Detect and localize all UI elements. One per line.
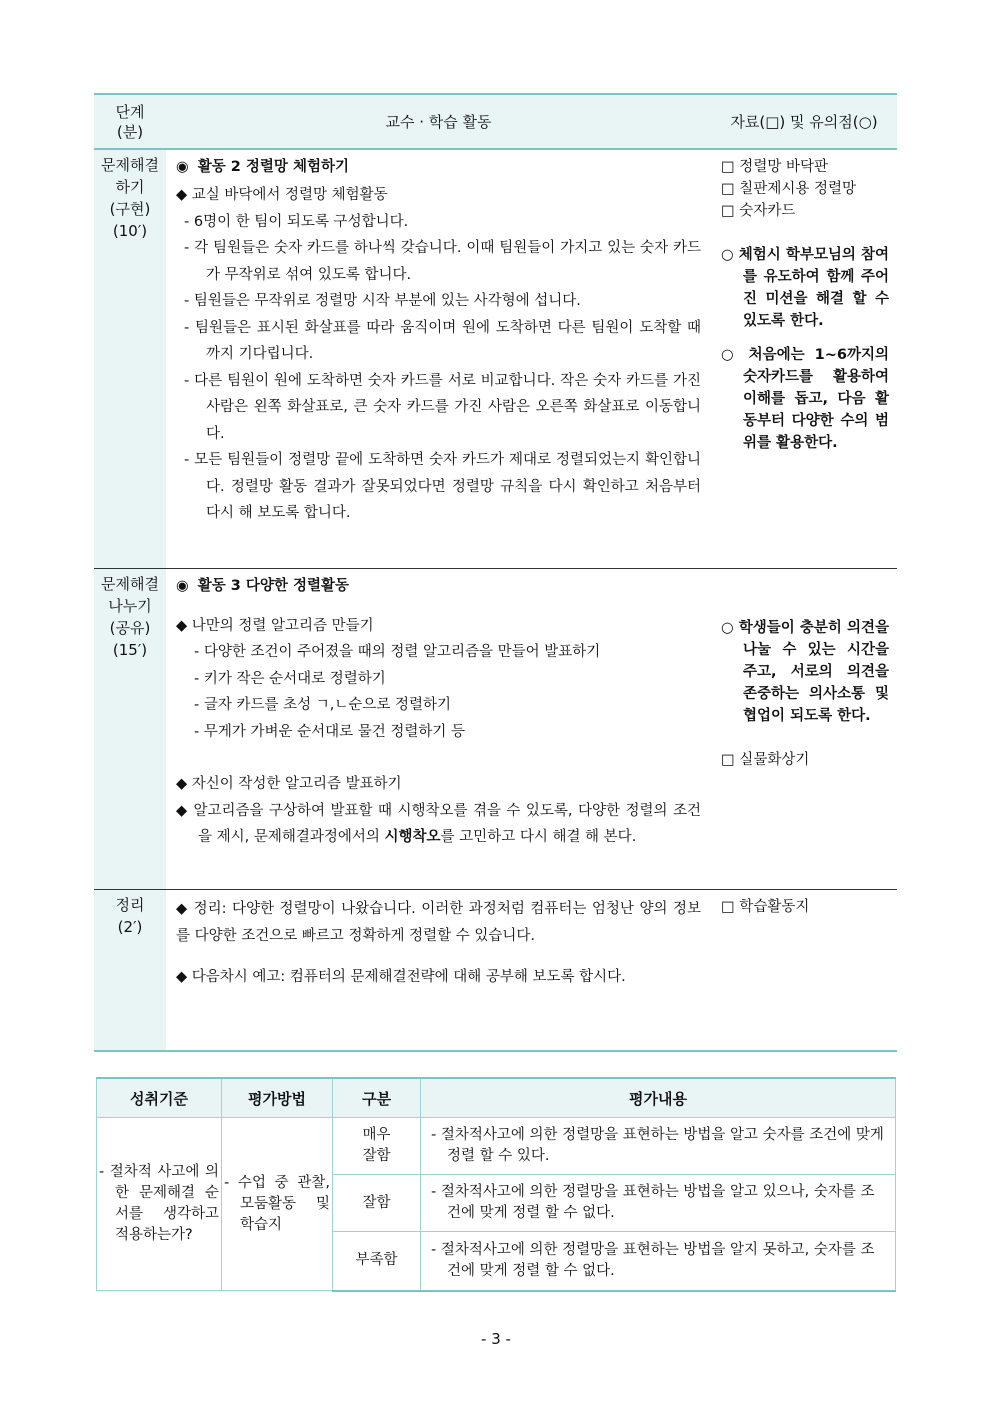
content-cell (421, 1232, 896, 1291)
activity-title-text: 활동 3 다양한 정렬활동 (197, 577, 350, 594)
lesson-row-activity3 (94, 568, 897, 889)
eval-header: 성취기준 (97, 1078, 222, 1118)
material-item: □ 실물화상기 (721, 751, 810, 768)
level-cell: 부족함 (333, 1232, 421, 1291)
activity-cell (166, 149, 711, 568)
stage-label: 문제해결 (101, 156, 159, 174)
achievement-standard (97, 1118, 222, 1291)
content-cell (421, 1175, 896, 1232)
list-item: - 다른 팀원이 원에 도착하면 숫자 카드를 서로 비교합니다. 작은 숫자 카드를 가진 사람은 왼쪽 화살표로, 큰 숫자 카드를 가진 사람은 오른쪽 화살표로 이동합니다. (184, 372, 701, 442)
achievement-standard-text: - 절차적 사고에 의한 문제해결 순서를 생각하고 적용하는가? (99, 1164, 219, 1243)
eval-header: 평가내용 (421, 1078, 896, 1118)
stage-cell (94, 889, 166, 1051)
bullet-item: ◆ 자신이 작성한 알고리즘 발표하기 (176, 776, 402, 792)
evaluation-table (96, 1077, 896, 1292)
header-activity: 교수 · 학습 활동 (166, 94, 711, 149)
list-item: - 글자 카드를 초성 ㄱ,ㄴ순으로 정렬하기 (194, 697, 451, 713)
list-item: - 무게가 가벼운 순서대로 물건 정렬하기 등 (194, 723, 466, 740)
list-item: - 팀원들은 무작위로 정렬망 시작 부분에 있는 사각형에 섭니다. (184, 293, 581, 309)
summary-paragraph: ◆ 정리: 다양한 정렬망이 나왔습니다. 이러한 과정처럼 컴퓨터는 엄청난 양의 정보를 다양한 조건으로 빠르고 정확하게 정렬할 수 있습니다. (176, 900, 701, 944)
bullet-emphasis: 시행착오 (384, 829, 441, 845)
activity-title-text: 활동 2 정렬망 체험하기 (197, 159, 350, 175)
stage-label: 나누기 (108, 596, 152, 615)
level-cell: 잘함 (333, 1175, 421, 1232)
note-item: ○ 체험시 학부모님의 참여를 유도하여 함께 주어진 미션을 해결 할 수 있도록 한다. (721, 247, 889, 329)
note-item: ○ 처음에는 1~6까지의 숫자카드를 활용하여 이해를 돕고, 다음 활동부터 다양한 수의 범위를 활용한다. (721, 347, 889, 451)
activity-title (176, 156, 701, 178)
lesson-row-activity2 (94, 149, 897, 568)
material-item: □ 칠판제시용 정렬망 (721, 181, 856, 197)
stage-time: (2′) (117, 917, 143, 936)
bullet-item: ◆ 교실 바닥에서 정렬망 체험활동 (176, 187, 388, 203)
bullet-item (176, 798, 701, 851)
content-text: - 절차적사고에 의한 정렬망을 표현하는 방법을 알지 못하고, 숫자를 조건에 맞게 정렬 할 수 없다. (431, 1241, 875, 1279)
material-item: □ 정렬망 바닥판 (721, 159, 828, 175)
bullet-text: 를 고민하고 다시 해결 해 본다. (440, 829, 637, 845)
stage-label: (구현) (109, 200, 151, 218)
content-text: - 절차적사고에 의한 정렬망을 표현하는 방법을 알고 숫자를 조건에 맞게 정렬 할 수 있다. (431, 1127, 884, 1164)
activity-cell (166, 889, 711, 1051)
bullet-item: ◆ 나만의 정렬 알고리즘 만들기 (176, 617, 374, 634)
stage-time: (10′) (112, 222, 148, 240)
stage-label: (공유) (109, 618, 151, 637)
activity-cell (166, 568, 711, 889)
content-cell (421, 1118, 896, 1175)
header-stage: 단계 (분) (94, 94, 166, 149)
note-item: ○ 학생들이 충분히 의견을 나눌 수 있는 시간을 주고, 서로의 의견을 존중하는 의사소통 및 협업이 되도록 한다. (721, 619, 889, 724)
stage-cell (94, 568, 166, 889)
list-item: - 키가 작은 순서대로 정렬하기 (194, 670, 386, 687)
bullet-text: ◆ 알고리즘을 구상하여 발표할 때 시행착오를 겪을 수 있도록, 다양한 정렬의 조건을 제시, 문제해결과정에서의 (176, 802, 701, 845)
eval-header: 구분 (333, 1078, 421, 1118)
material-item: □ 숫자카드 (721, 203, 796, 219)
list-item: - 다양한 조건이 주어졌을 때의 정렬 알고리즘을 만들어 발표하기 (194, 644, 601, 660)
lesson-plan-table (94, 93, 897, 1052)
page-number: - 3 - (481, 1330, 511, 1348)
next-lesson-paragraph: ◆ 다음차시 예고: 컴퓨터의 문제해결전략에 대해 공부해 보도록 합시다. (176, 968, 626, 985)
stage-cell (94, 149, 166, 568)
evaluation-method-text: - 수업 중 관찰, 모둠활동 및 학습지 (224, 1174, 330, 1233)
eval-row (97, 1118, 896, 1175)
stage-time: (15′) (112, 640, 148, 659)
materials-cell (711, 889, 897, 1051)
lesson-header-row (94, 94, 897, 149)
list-item: - 6명이 한 팀이 되도록 구성합니다. (184, 213, 409, 230)
materials-cell (711, 568, 897, 889)
stage-label: 하기 (115, 178, 145, 196)
activity-title (176, 575, 701, 597)
stage-label: 정리 (115, 895, 145, 914)
radio-icon: ◉ (176, 159, 189, 175)
radio-icon: ◉ (176, 577, 189, 594)
evaluation-method (222, 1118, 333, 1291)
level-cell: 매우 잘함 (333, 1118, 421, 1175)
materials-cell (711, 149, 897, 568)
list-item: - 모든 팀원들이 정렬망 끝에 도착하면 숫자 카드가 제대로 정렬되었는지 확인합니다. 정렬망 활동 결과가 잘못되었다면 정렬망 규칙을 다시 확인하고 처음부터 다시 해 보도록 합니다. (184, 452, 701, 521)
list-item: - 각 팀원들은 숫자 카드를 하나씩 갖습니다. 이때 팀원들이 가지고 있는 숫자 카드가 무작위로 섞여 있도록 합니다. (184, 240, 701, 283)
stage-label: 문제해결 (101, 574, 159, 593)
content-text: - 절차적사고에 의한 정렬망을 표현하는 방법을 알고 있으나, 숫자를 조건에 맞게 정렬 할 수 없다. (431, 1184, 875, 1221)
list-item: - 팀원들은 표시된 화살표를 따라 움직이며 원에 도착하면 다른 팀원이 도착할 때까지 기다립니다. (184, 319, 701, 362)
header-materials: 자료(□) 및 유의점(○) (711, 94, 897, 149)
eval-header-row (97, 1078, 896, 1118)
lesson-row-summary (94, 889, 897, 1051)
material-item: □ 학습활동지 (721, 898, 810, 915)
eval-header: 평가방법 (222, 1078, 333, 1118)
